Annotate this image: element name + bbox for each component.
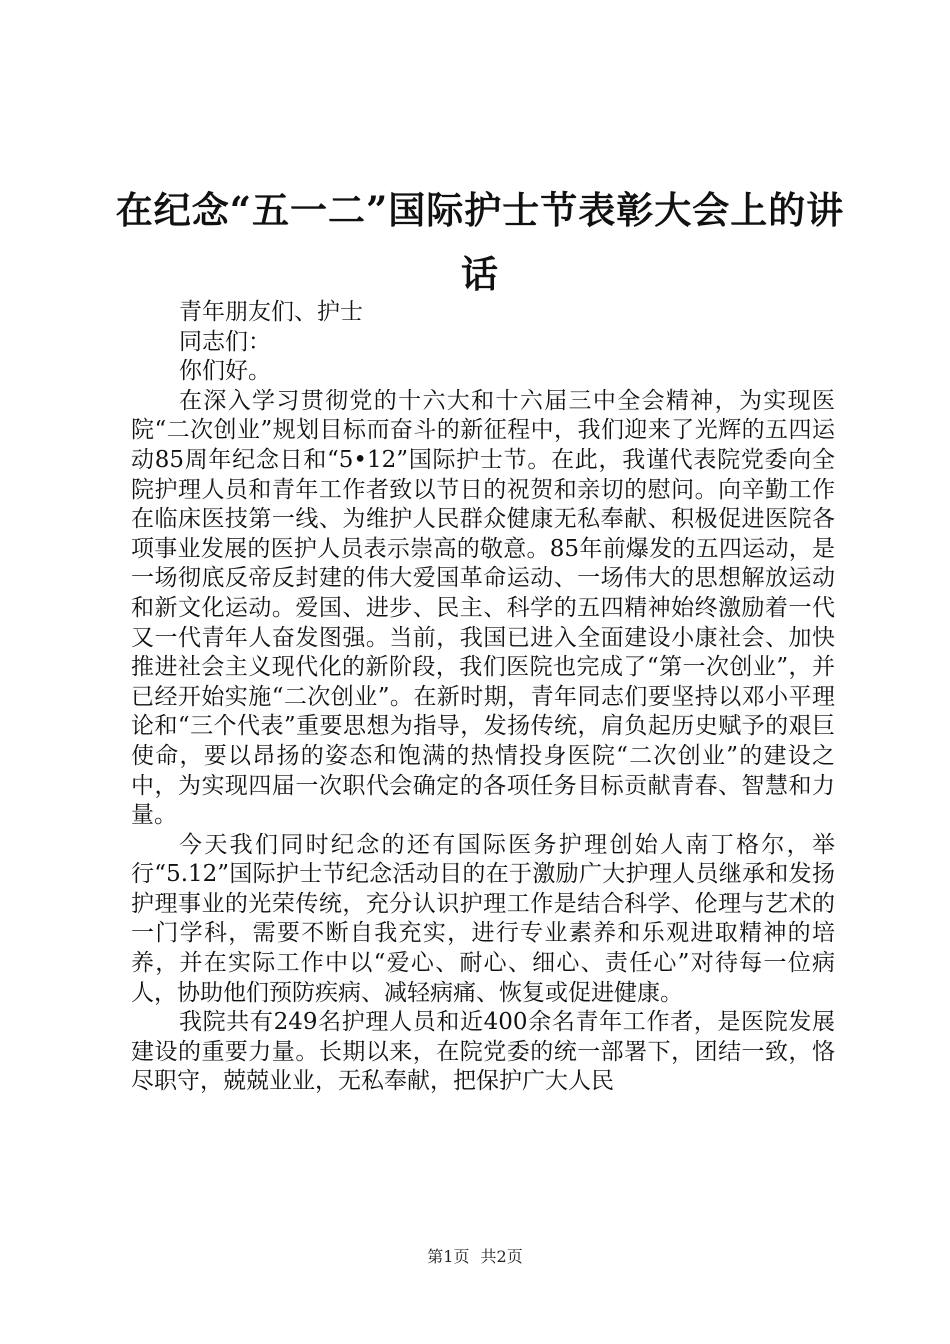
greeting-line: 你们好。 xyxy=(179,358,271,385)
page-number-total: 共2页 xyxy=(480,1247,523,1266)
title-line-2: 话 xyxy=(461,252,499,296)
paragraph-2: 今天我们同时纪念的还有国际医务护理创始人南丁格尔，举行“5.12”国际护士节纪念活动目的在于激励广大护理人员继承和发扬护理事业的光荣传统，充分认识护理工作是结合科学、伦理与艺术的一门学科，需要不断自我充实，进行专业素养和乐观进取精神的培养，并在实际工作中以“爱心、耐心、细心、责任心”对待每一位病人，协助他们预防疾病、减轻病痛、恢复或促进健康。 xyxy=(131,831,835,1006)
document-body xyxy=(131,298,835,1097)
page-number-current: 第1页 xyxy=(427,1247,470,1266)
paragraph-1: 在深入学习贯彻党的十六大和十六届三中全会精神，为实现医院“二次创业”规划目标而奋斗的新征程中，我们迎来了光辉的五四运动85周年纪念日和“5•12”国际护士节。在此，我谨代表院党委向全院护理人员和青年工作者致以节日的祝贺和亲切的慰问。向辛勤工作在临床医技第一线、为维护人民群众健康无私奉献、积极促进医院各项事业发展的医护人员表示崇高的敬意。85年前爆发的五四运动，是一场彻底反帝反封建的伟大爱国革命运动、一场伟大的思想解放运动和新文化运动。爱国、进步、民主、科学的五四精神始终激励着一代又一代青年人奋发图强。当前，我国已进入全面建设小康社会、加快推进社会主义现代化的新阶段，我们医院也完成了“第一次创业”，并已经开始实施“二次创业”。在新时期，青年同志们要坚持以邓小平理论和“三个代表”重要思想为指导，发扬传统，肩负起历史赋予的艰巨使命，要以昂扬的姿态和饱满的热情投身医院“二次创业”的建设之中，为实现四届一次职代会确定的各项任务目标贡献青春、智慧和力量。 xyxy=(131,387,835,829)
document-title xyxy=(100,178,860,306)
salutation-line-1: 青年朋友们、护士 xyxy=(179,299,363,325)
title-line-1: 在纪念“五一二”国际护士节表彰大会上的讲 xyxy=(115,188,845,232)
paragraph-3: 我院共有249名护理人员和近400余名青年工作者，是医院发展建设的重要力量。长期以来，在院党委的统一部署下，团结一致，恪尽职守，兢兢业业，无私奉献，把保护广大人民 xyxy=(131,1009,835,1095)
page-footer xyxy=(0,1244,950,1267)
salutation-line-2: 同志们： xyxy=(179,328,271,355)
